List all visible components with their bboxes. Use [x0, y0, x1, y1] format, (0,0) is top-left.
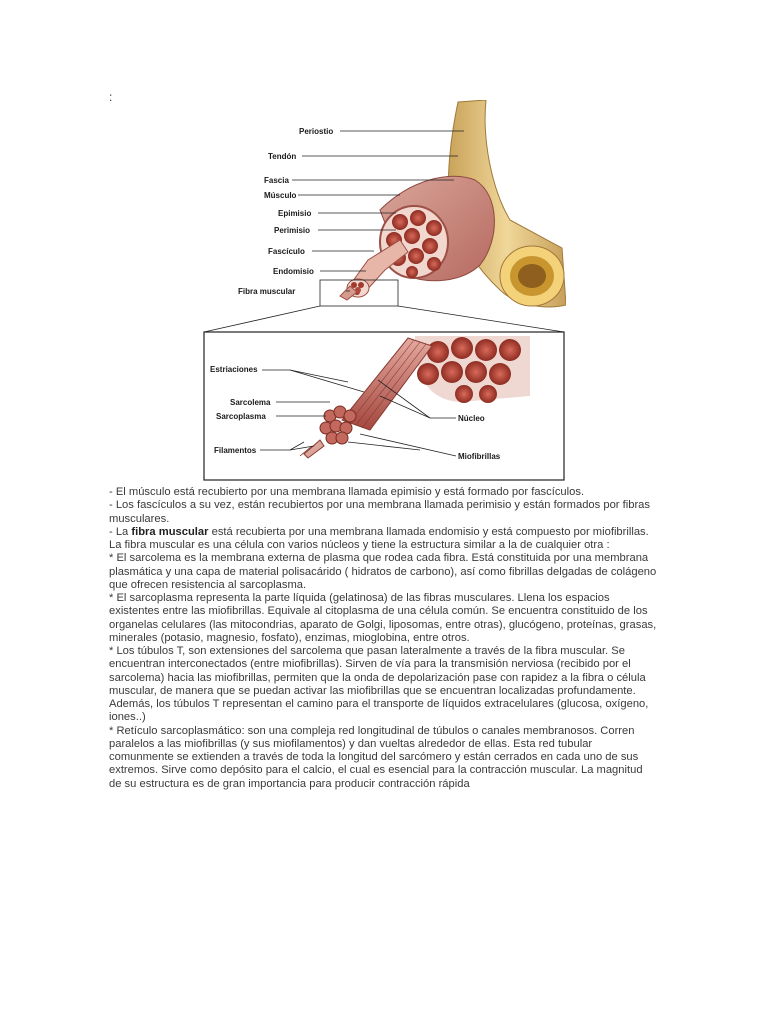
label-estriaciones: Estriaciones [210, 365, 258, 374]
paragraph-musculo: - El músculo está recubierto por una membrana llamada epimisio y está formado por fascículos. [109, 486, 585, 498]
label-sarcoplasma: Sarcoplasma [216, 412, 266, 421]
leading-colon: : [109, 90, 113, 104]
label-periostio: Periostio [299, 127, 334, 136]
paragraph-tubulos-t: * Los túbulos T, son extensiones del sarcolema que pasan lateralmente a través de la fibra muscular. Se encuentran interconectados (entre miofibrillas). Sirven de vía para la transmisión nerviosa (recibido por el sarcolema) hacia las miofibrillas, permiten que la onda de depolarización pase con rapidez a la fibra o célula muscular, de manera que se puedan activar las miofibrillas que se encuentran localizadas profundamente. Además, los túbulos T representan el camino para el transporte de líquidos extracelulares (glucosa, oxígeno, iones..) [109, 645, 649, 724]
p3-bold-term: fibra muscular [131, 525, 209, 538]
label-fascia: Fascia [264, 176, 289, 185]
paragraph-reticulo: * Retículo sarcoplasmático: son una compleja red longitudinal de túbulos o canales membranosos. Corren paralelos a las miofibrillas (y sus miofilamentos) y dan vueltas alrededor de ellas. Esta red tubular comunmente se extienden a través de toda la longitud del sarcómero y están cerrados en cada uno de sus extremos. Sirve como depósito para el calcio, el cual es esencial para la contracción muscular. La magnitud de su estructura es de gran importancia para producir contracción rápida [109, 724, 643, 790]
label-fibra-muscular: Fibra muscular [238, 287, 296, 296]
label-filamentos: Filamentos [214, 446, 257, 455]
label-tendon: Tendón [268, 152, 297, 161]
paragraph-sarcolema: * El sarcolema es la membrana externa de plasma que rodea cada fibra. Está constituida por una membrana plasmática y una capa de material polisacárido ( hidratos de carbono), así como fibrillas delgadas de colágeno que ofrecen resistencia al sarcoplasma. [109, 552, 657, 591]
label-endomisio: Endomisio [273, 267, 314, 276]
label-musculo: Músculo [264, 191, 297, 200]
p3-rest: está recubierta por una membrana llamada endomisio y está compuesto por miofibrillas. La fibra muscular es una célula con varios núcleos y tiene la estructura similar a la de cualquier otra : [109, 525, 649, 551]
label-epimisio: Epimisio [278, 209, 312, 218]
body-text [109, 486, 657, 791]
paragraph-fibra-muscular [109, 526, 657, 553]
p3-prefix: - La [109, 525, 132, 538]
paragraph-sarcoplasma: * El sarcoplasma representa la parte líquida (gelatinosa) de las fibras musculares. Llena los espacios existentes entre las miofibrillas. Equivale al citoplasma de una célula común. Se encuentra constituido de los organelas celulares (las mitocondrias, aparato de Golgi, liposomas, entre otras), glucógeno, proteínas, grasas, minerales (potasio, magnesio, fosfato), enzimas, mioglobina, entre otros. [109, 592, 657, 644]
label-miofibrillas: Miofibrillas [458, 452, 501, 461]
muscle-diagram [200, 100, 566, 482]
label-perimisio: Perimisio [274, 226, 311, 235]
muscle-anatomy-figure [200, 100, 566, 482]
label-fasciculo: Fascículo [268, 247, 305, 256]
paragraph-fasciculos: - Los fascículos a su vez, están recubiertos por una membrana llamada perimisio y están formados por fibras musculares. [109, 499, 650, 525]
label-nucleo: Núcleo [458, 414, 485, 423]
label-sarcolema: Sarcolema [230, 398, 271, 407]
